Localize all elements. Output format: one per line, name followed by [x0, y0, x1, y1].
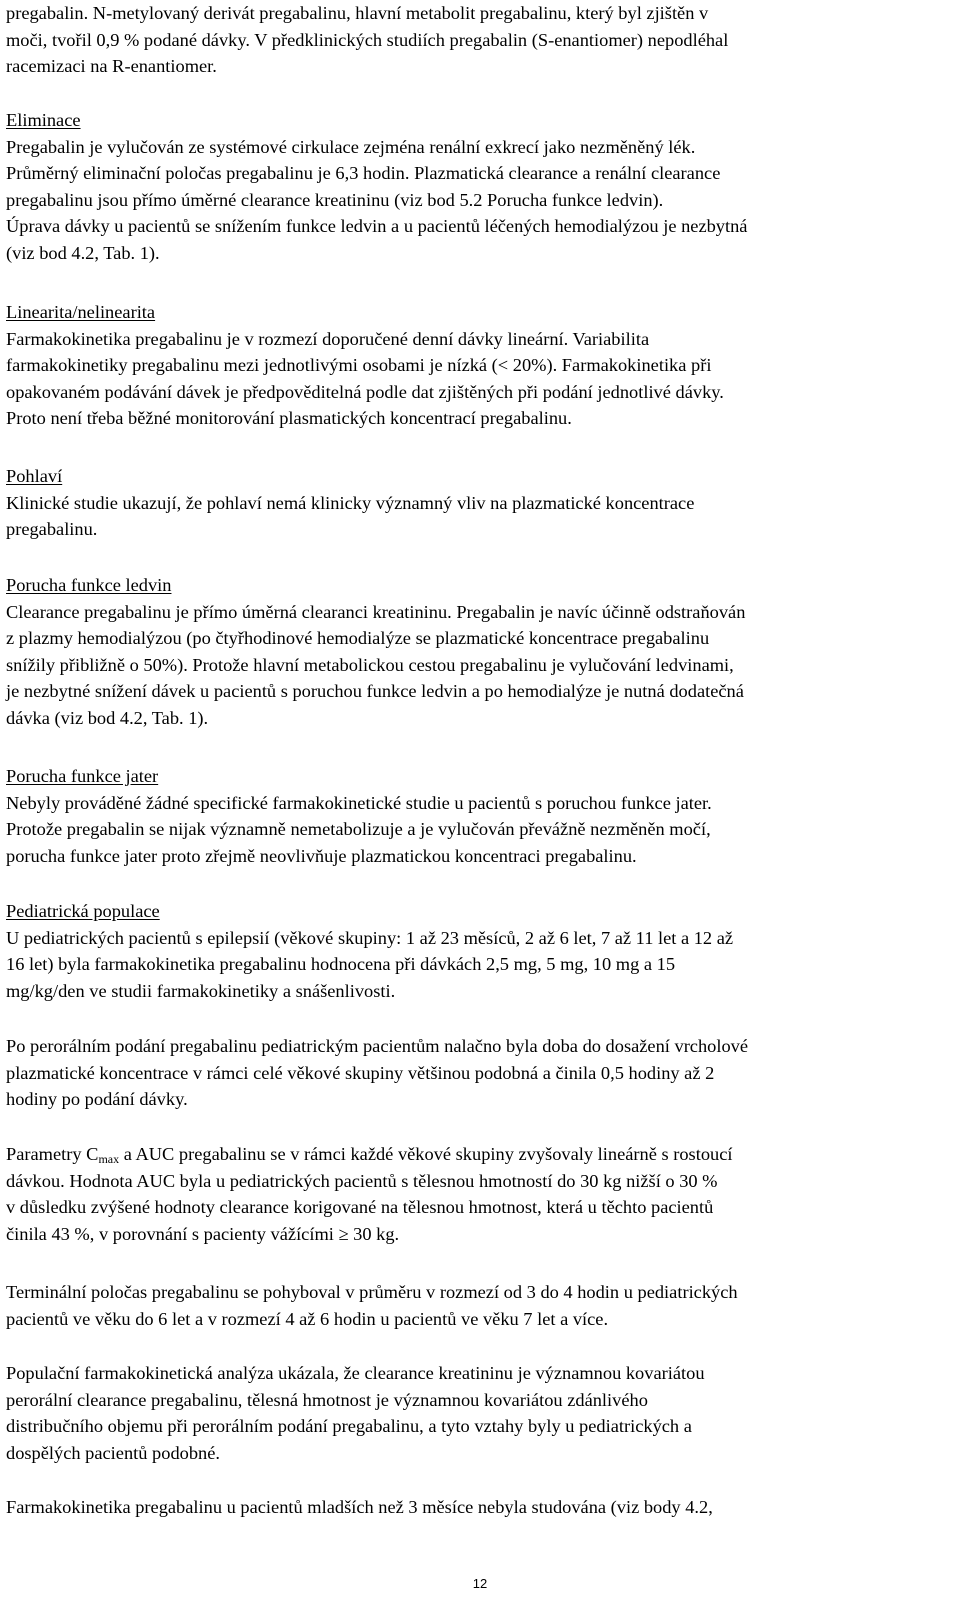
- intro-paragraph: [6, 0, 946, 80]
- section-heading: Porucha funkce jater: [6, 766, 159, 786]
- text-line: porucha funkce jater proto zřejmě neovlivňuje plazmatickou koncentraci pregabalinu.: [6, 845, 637, 866]
- text-line: Farmakokinetika pregabalinu u pacientů mladších než 3 měsíce nebyla studována (viz body 4.2,: [6, 1497, 713, 1517]
- text-line: pregabalinu.: [6, 519, 98, 540]
- text-line: Pregabalin je vylučován ze systémové cirkulace zejména renální exkrecí jako nezměněný lék.: [6, 136, 696, 157]
- text-line: plazmatické koncentrace v rámci celé věkové skupiny většinou podobná a činila 0,5 hodiny až 2: [6, 1062, 715, 1083]
- paragraph-populacni: [6, 1360, 946, 1466]
- text-line: Klinické studie ukazují, že pohlaví nemá klinicky významný vliv na plazmatické koncentrace: [6, 492, 695, 513]
- text-line: mg/kg/den ve studii farmakokinetiky a snášenlivosti.: [6, 980, 396, 1001]
- text-line: U pediatrických pacientů s epilepsií (věkové skupiny: 1 až 23 měsíců, 2 až 6 let, 7 až 11 let a 12 až: [6, 927, 734, 948]
- page-number: 12: [472, 1576, 488, 1591]
- paragraph-peroralni: [6, 1033, 946, 1113]
- text-line: v důsledku zvýšené hodnoty clearance korigované na tělesnou hmotnost, která u těchto pacientů: [6, 1197, 714, 1218]
- section-pohlavi: [6, 463, 946, 543]
- section-heading: Linearita/nelinearita: [6, 302, 156, 322]
- text-line: hodiny po podání dávky.: [6, 1089, 188, 1110]
- section-heading: Pohlaví: [6, 466, 63, 486]
- text-line: pregabalin. N-metylovaný derivát pregabalinu, hlavní metabolit pregabalinu, který byl zjištěn v: [6, 3, 709, 23]
- text-line: racemizaci na R-enantiomer.: [6, 56, 217, 77]
- text-line: Clearance pregabalinu je přímo úměrná clearanci kreatininu. Pregabalin je navíc účinně odstraňován: [6, 601, 746, 622]
- text-line: snížily přibližně o 50%). Protože hlavní metabolickou cestou pregabalinu je vylučování ledvinami,: [6, 654, 734, 675]
- text-line: [6, 1141, 946, 1168]
- text-line: pacientů ve věku do 6 let a v rozmezí 4 až 6 hodin u pacientů ve věku 7 let a více.: [6, 1308, 609, 1329]
- text-line: moči, tvořil 0,9 % podané dávky. V předklinických studiích pregabalin (S-enantiomer) nepodléhal: [6, 29, 729, 50]
- text-line: z plazmy hemodialýzou (po čtyřhodinové hemodialýze se plazmatické koncentrace pregabalinu: [6, 628, 710, 649]
- text-line: Průměrný eliminační poločas pregabalinu je 6,3 hodin. Plazmatická clearance a renální clearance: [6, 163, 721, 184]
- paragraph-terminalni: [6, 1279, 946, 1332]
- text-line: Nebyly prováděné žádné specifické farmakokinetické studie u pacientů s poruchou funkce jater.: [6, 792, 712, 813]
- section-heading: Porucha funkce ledvin: [6, 575, 172, 595]
- section-heading: Pediatrická populace: [6, 901, 160, 921]
- text-line: dávka (viz bod 4.2, Tab. 1).: [6, 707, 209, 728]
- text-line: dávkou. Hodnota AUC byla u pediatrických pacientů s tělesnou hmotností do 30 kg nižší o 30 %: [6, 1170, 718, 1191]
- subscript-max: max: [98, 1152, 120, 1166]
- text-line: dospělých pacientů podobné.: [6, 1442, 220, 1463]
- text-line: je nezbytné snížení dávek u pacientů s poruchou funkce ledvin a po hemodialýze je nutná dodatečná: [6, 681, 744, 702]
- text-line: Terminální poločas pregabalinu se pohyboval v průměru v rozmezí od 3 do 4 hodin u pediatrických: [6, 1282, 738, 1302]
- text-line: distribučního objemu při perorálním podání pregabalinu, a tyto vztahy byly u pediatrických a: [6, 1416, 692, 1437]
- text-fragment: Parametry C: [6, 1144, 99, 1164]
- text-line: pregabalinu jsou přímo úměrné clearance kreatininu (viz bod 5.2 Porucha funkce ledvin).: [6, 189, 664, 210]
- text-line: Populační farmakokinetická analýza ukázala, že clearance kreatininu je významnou kovariátou: [6, 1363, 705, 1383]
- text-line: farmakokinetiky pregabalinu mezi jednotlivými osobami je nízká (< 20%). Farmakokinetika při: [6, 355, 712, 376]
- section-ledviny: [6, 572, 946, 732]
- text-line: opakovaném podávání dávek je předpověditelná podle dat zjištěných při podání jednotlivé dávky.: [6, 381, 724, 402]
- paragraph-mladsi: [6, 1494, 946, 1521]
- text-line: Proto není třeba běžné monitorování plasmatických koncentrací pregabalinu.: [6, 408, 572, 429]
- section-jatra: [6, 763, 946, 869]
- text-line: (viz bod 4.2, Tab. 1).: [6, 242, 160, 263]
- text-line: činila 43 %, v porovnání s pacienty vážícími ≥ 30 kg.: [6, 1223, 400, 1244]
- text-line: Po perorálním podání pregabalinu pediatrickým pacientům nalačno byla doba do dosažení vrcholové: [6, 1036, 749, 1056]
- section-pediatrie: [6, 898, 946, 1004]
- section-linearita: [6, 299, 946, 432]
- section-heading: Eliminace: [6, 110, 81, 130]
- paragraph-parametry: [6, 1141, 946, 1247]
- text-line: Protože pregabalin se nijak významně nemetabolizuje a je vylučován převážně nezměněn močí,: [6, 819, 711, 840]
- section-eliminace: [6, 107, 946, 267]
- text-fragment: a AUC pregabalinu se v rámci každé věkové skupiny zvyšovaly lineárně s rostoucí: [119, 1144, 733, 1164]
- text-line: perorální clearance pregabalinu, tělesná hmotnost je významnou kovariátou zdánlivého: [6, 1389, 648, 1410]
- text-line: 16 let) byla farmakokinetika pregabalinu hodnocena při dávkách 2,5 mg, 5 mg, 10 mg a 15: [6, 954, 676, 975]
- text-line: Úprava dávky u pacientů se snížením funkce ledvin a u pacientů léčených hemodialýzou je nezbytná: [6, 216, 748, 237]
- text-line: Farmakokinetika pregabalinu je v rozmezí doporučené denní dávky lineární. Variabilita: [6, 328, 650, 349]
